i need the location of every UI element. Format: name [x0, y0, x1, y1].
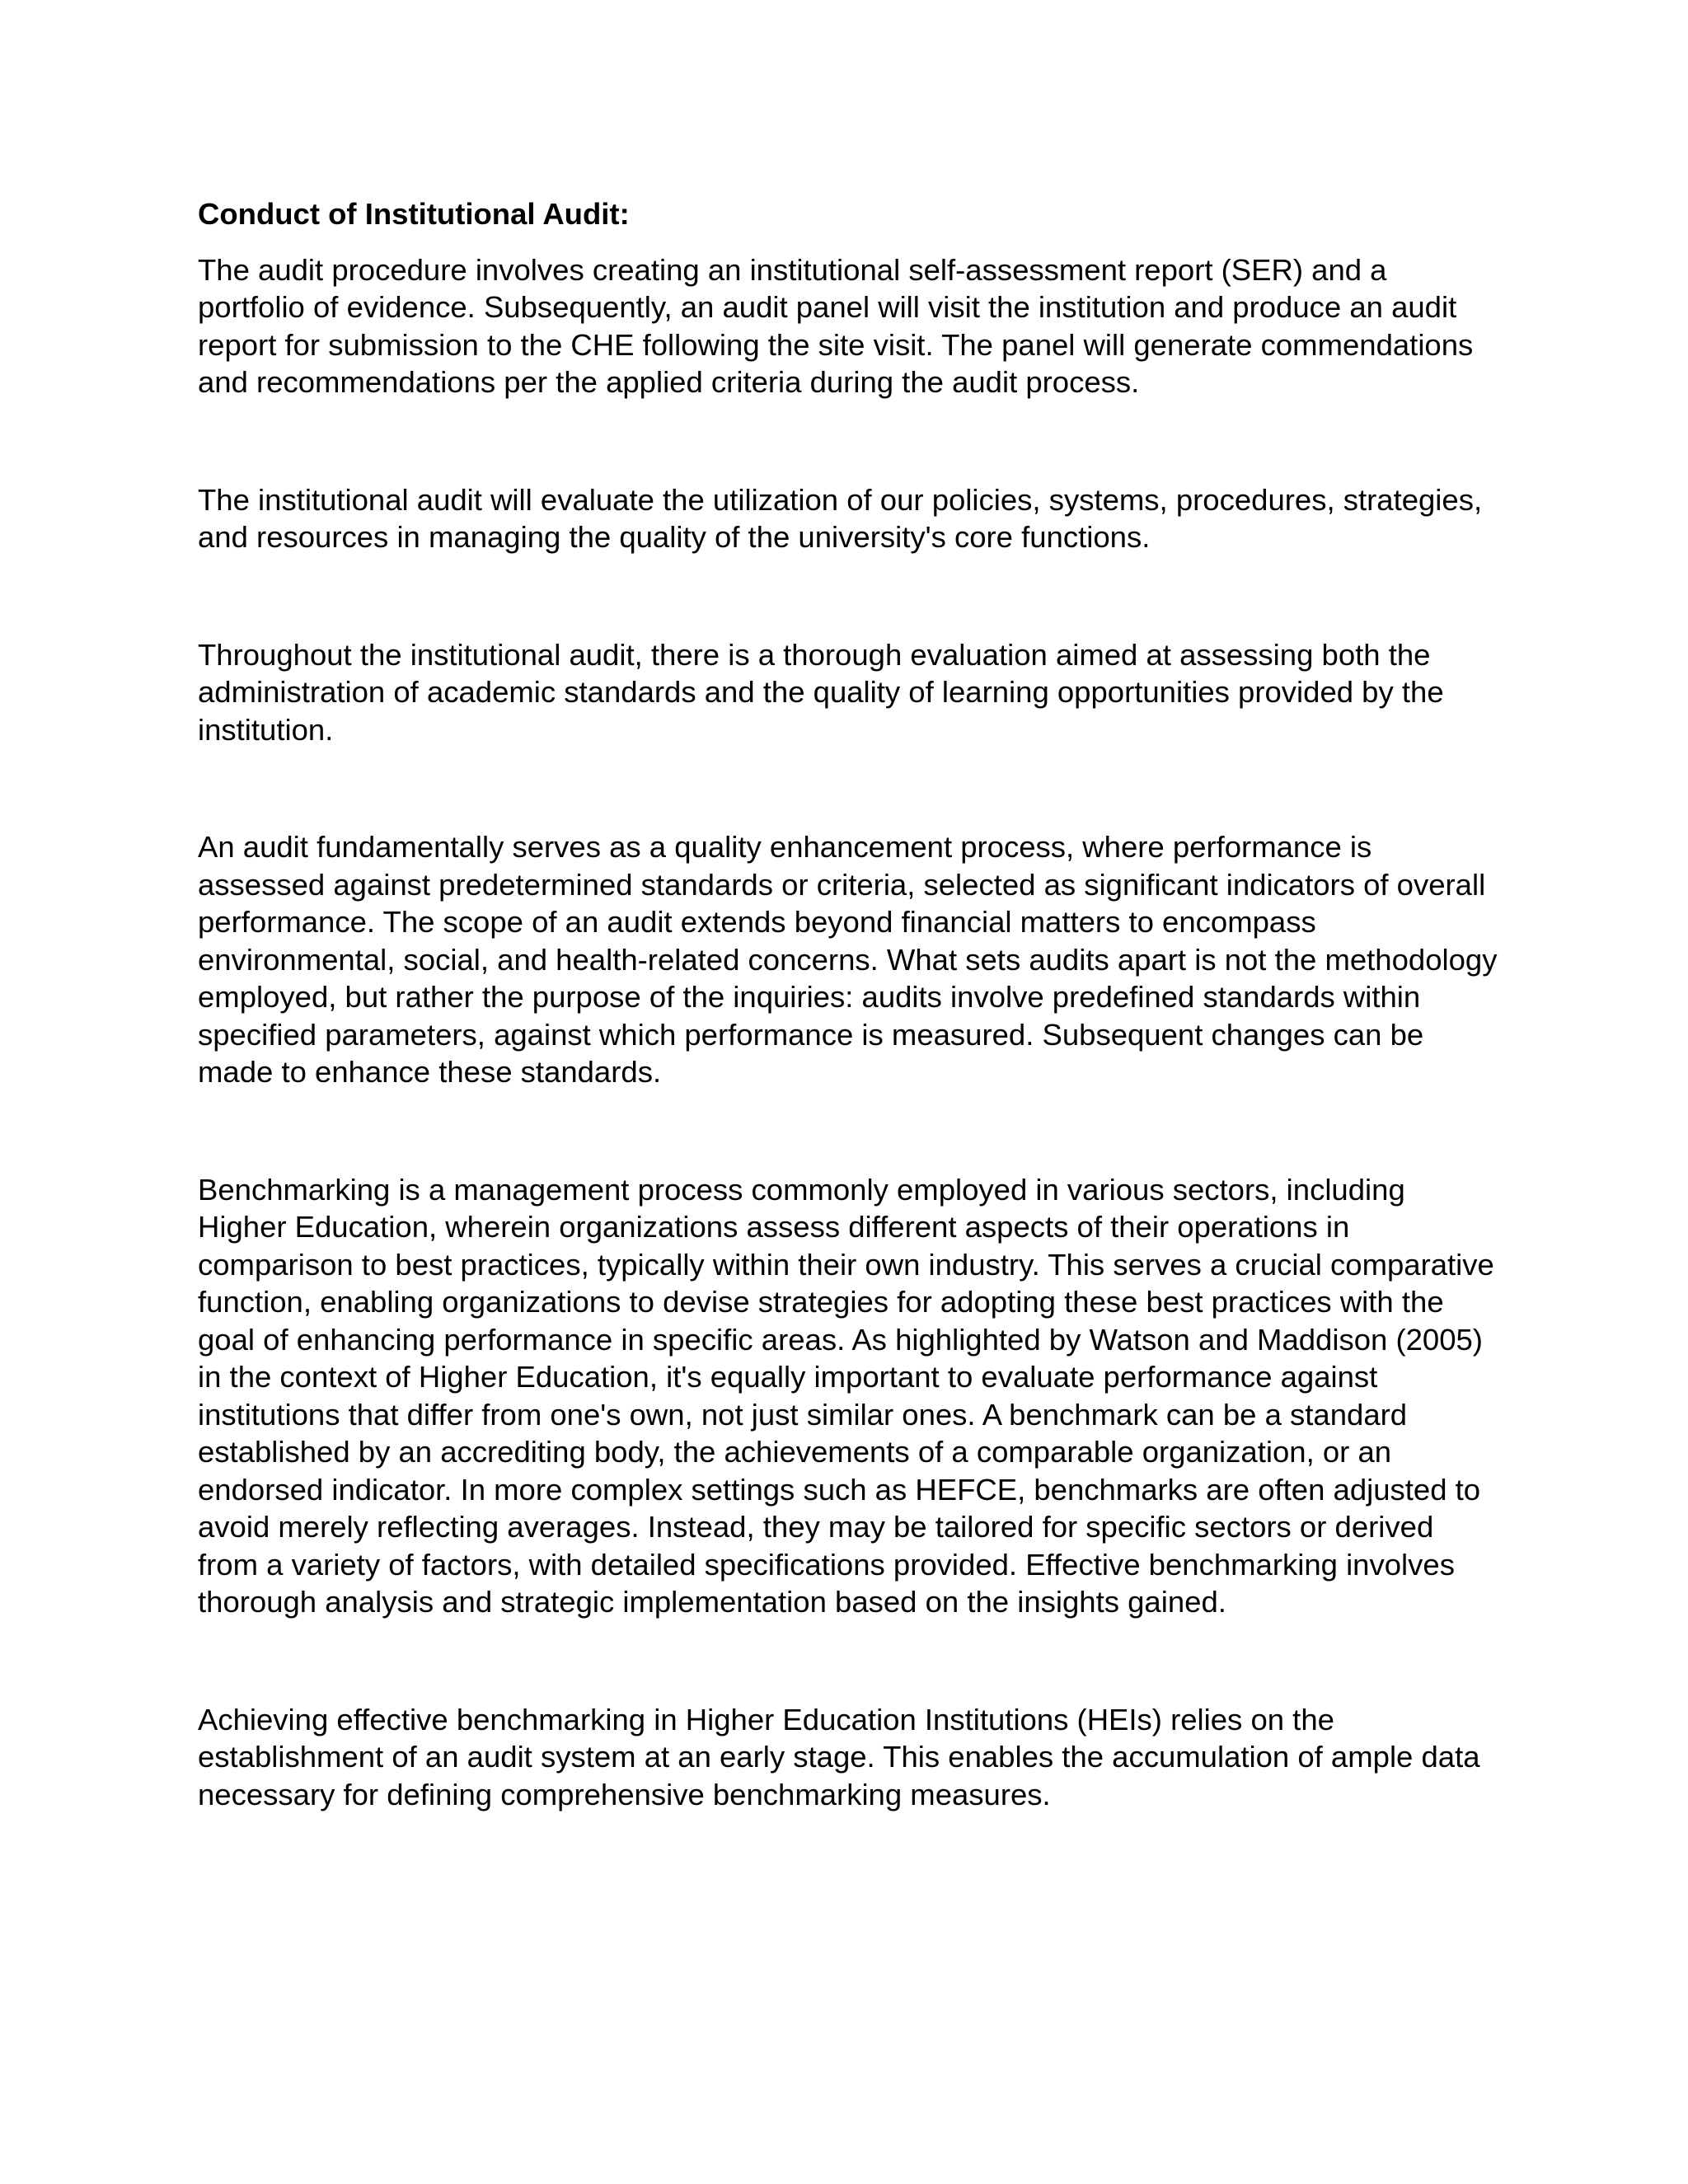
paragraph-audit-evaluation: The institutional audit will evaluate the utilization of our policies, systems, procedures, strategies, and resources in managing the quality of the university's core functions.: [198, 482, 1483, 554]
paragraph-audit-procedure: The audit procedure involves creating an institutional self-assessment report (SER) and a portfolio of evidence. Subsequently, an audit panel will visit the institution and produce an audit report for submission to the CHE following the site visit. The panel will generate commendations and recommendations per the applied criteria during the audit process.: [198, 252, 1474, 399]
section-heading: Conduct of Institutional Audit:: [198, 197, 630, 231]
paragraph-spacer: [198, 556, 1500, 636]
paragraph-spacer: [198, 401, 1500, 481]
paragraph-audit-standards: Throughout the institutional audit, there is a thorough evaluation aimed at assessing both the administration of academic standards and the quality of learning opportunities provided by the institution.: [198, 637, 1444, 747]
paragraph-spacer: [198, 1091, 1500, 1171]
paragraph-spacer: [198, 748, 1500, 828]
paragraph-benchmarking: Benchmarking is a management process commonly employed in various sectors, including Higher Education, wherein organizations assess different aspects of their operations in comparison to best practices, typically within their own industry. This serves a crucial comparative function, enabling organizations to devise strategies for adopting these best practices with the goal of enhancing performance in specific areas. As highlighted by Watson and Maddison (2005) in the context of Higher Education, it's equally important to evaluate performance against institutions that differ from one's own, not just similar ones. A benchmark can be a standard established by an accrediting body, the achievements of a comparable organization, or an endorsed indicator. In more complex settings such as HEFCE, benchmarks are often adjusted to avoid merely reflecting averages. Instead, they may be tailored for specific sectors or derived from a variety of factors, with detailed specifications provided. Effective benchmarking involves thorough analysis and strategic implementation based on the insights gained.: [198, 1172, 1494, 1619]
paragraph-spacer: [198, 1621, 1500, 1701]
paragraph-benchmarking-heis: Achieving effective benchmarking in Higher Education Institutions (HEIs) relies on the establishment of an audit system at an early stage. This enables the accumulation of ample data necessary for defining comprehensive benchmarking measures.: [198, 1702, 1480, 1811]
paragraph-audit-purpose: An audit fundamentally serves as a quality enhancement process, where performance is assessed against predetermined standards or criteria, selected as significant indicators of overall performance. The scope of an audit extends beyond financial matters to encompass environmental, social, and health-related concerns. What sets audits apart is not the methodology employed, but rather the purpose of the inquiries: audits involve predefined standards within specified parameters, against which performance is measured. Subsequent changes can be made to enhance these standards.: [198, 830, 1498, 1089]
document-body: [198, 195, 1500, 1813]
